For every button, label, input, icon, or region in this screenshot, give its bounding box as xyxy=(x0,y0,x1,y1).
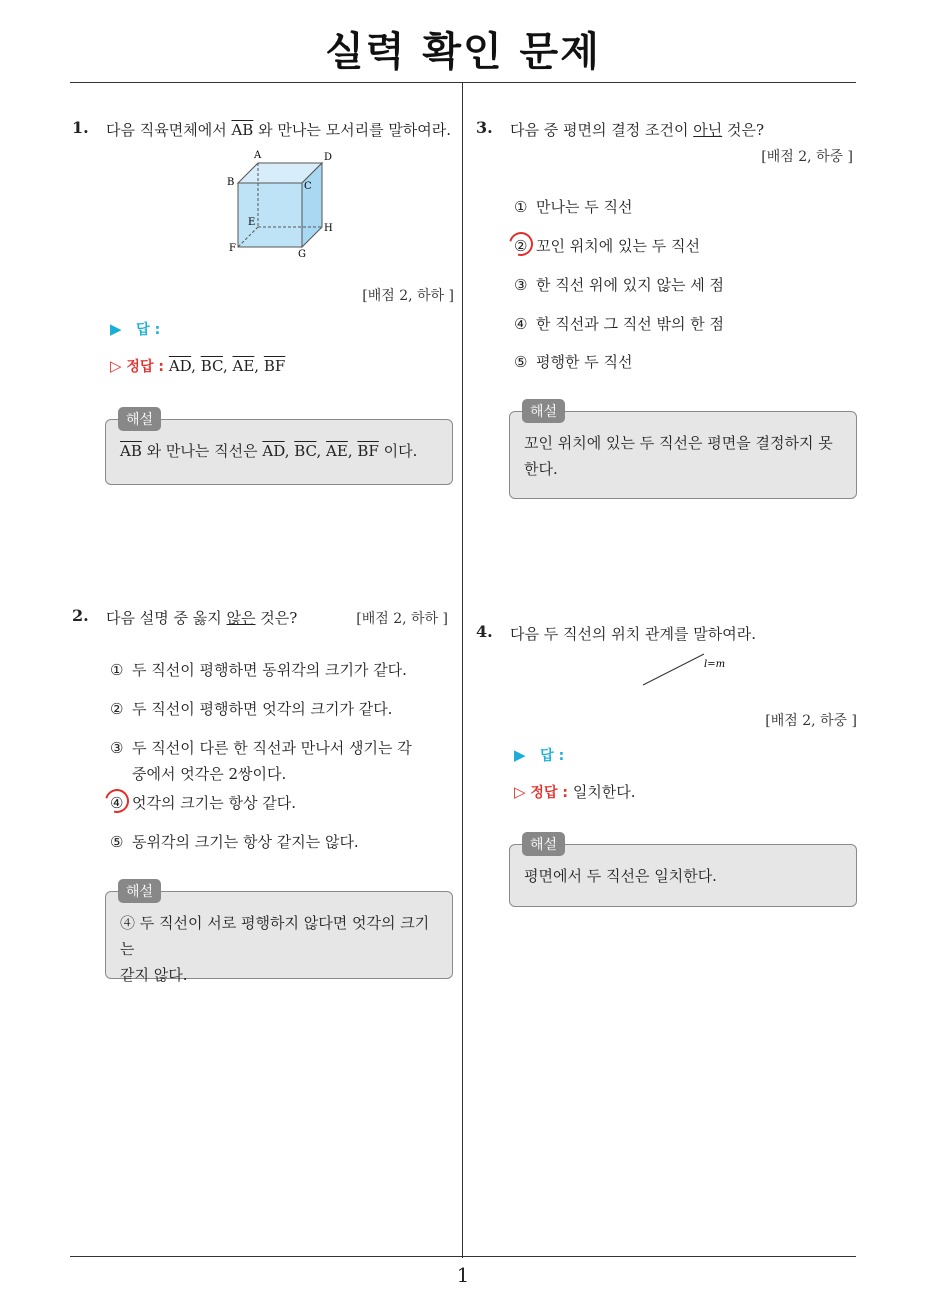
q4-answer-row: ▶ 답 : xyxy=(514,746,565,764)
vertex-b: B xyxy=(227,177,235,188)
answer-triangle-icon: ▶ xyxy=(514,746,526,764)
q3-question: 다음 중 평면의 결정 조건이 아닌 것은? xyxy=(510,121,765,139)
q2-choice-1[interactable]: ① 두 직선이 평행하면 동위각의 크기가 같다. xyxy=(110,661,407,679)
q3-choice-3[interactable]: ③ 한 직선 위에 있지 않는 세 점 xyxy=(514,276,724,294)
q2-explanation-tag: 해설 xyxy=(118,879,161,903)
q3-explanation-tag: 해설 xyxy=(522,399,565,423)
correct-triangle-icon: ▷ xyxy=(110,357,122,375)
vertex-g: G xyxy=(298,249,306,260)
q3-choice-2[interactable]: ② 꼬인 위치에 있는 두 직선 xyxy=(514,237,700,255)
q4-meta: [배점 2, 하중 ] xyxy=(765,713,857,729)
coincident-lines-figure xyxy=(640,650,730,690)
q4-explanation-tag: 해설 xyxy=(522,832,565,856)
correct-triangle-icon: ▷ xyxy=(514,783,526,801)
q2-number: 2. xyxy=(72,606,89,625)
q1-number: 1. xyxy=(72,118,89,137)
vertex-h: H xyxy=(324,223,333,234)
q2-choice-3-line2: 중에서 엇각은 2쌍이다. xyxy=(132,765,287,783)
header-rule xyxy=(70,82,856,83)
q4-correct-row: ▷ 정답 : 일치한다. xyxy=(514,783,636,801)
q2-choice-5[interactable]: ⑤ 동위각의 크기는 항상 같지는 않다. xyxy=(110,833,359,851)
q4-explanation-box: 평면에서 두 직선은 일치한다. xyxy=(509,844,857,907)
segment-ab: $\overline{AB}$ xyxy=(231,121,254,139)
q3-explanation-box: 꼬인 위치에 있는 두 직선은 평면을 결정하지 못 한다. xyxy=(509,411,857,499)
q4-question: 다음 두 직선의 위치 관계를 말하여라. xyxy=(510,625,756,643)
q2-choice-3[interactable]: ③ 두 직선이 다른 한 직선과 만나서 생기는 각 xyxy=(110,739,412,757)
q4-correct-value: 일치한다. xyxy=(572,783,636,801)
q4-line-label: l=m xyxy=(704,659,726,670)
answer-triangle-icon: ▶ xyxy=(110,320,122,338)
vertex-d: D xyxy=(324,152,333,163)
footer-rule xyxy=(70,1256,856,1257)
q2-explanation-box: ④ 두 직선이 서로 평행하지 않다면 엇각의 크기는 같지 않다. xyxy=(105,891,453,979)
column-divider xyxy=(462,83,463,1258)
q1-correct-value: $\overline{AD}$, $\overline{BC}$, $\overline{AE}$, $\overline{BF}$ xyxy=(168,357,286,375)
q2-choice-4[interactable]: ④ 엇각의 크기는 항상 같다. xyxy=(110,794,296,812)
vertex-c: C xyxy=(304,181,312,192)
vertex-f: F xyxy=(229,243,236,254)
q2-choice-2[interactable]: ② 두 직선이 평행하면 엇각의 크기가 같다. xyxy=(110,700,393,718)
q3-choice-5[interactable]: ⑤ 평행한 두 직선 xyxy=(514,353,633,371)
q4-number: 4. xyxy=(476,622,493,641)
q2-question: 다음 설명 중 옳지 않은 것은? xyxy=(106,609,298,627)
q1-explanation-box: $\overline{AB}$ 와 만나는 직선은 $\overline{AD}$, $\overline{BC}$, $\overline{AE}$, $\overline{BF}$ 이다. xyxy=(105,419,453,485)
q3-choice-4[interactable]: ④ 한 직선과 그 직선 밖의 한 점 xyxy=(514,315,724,333)
q3-number: 3. xyxy=(476,118,493,137)
q3-meta: [배점 2, 하중 ] xyxy=(761,149,853,165)
vertex-a: A xyxy=(254,150,262,161)
page-title: 실력 확인 문제 xyxy=(325,29,601,75)
q1-answer-row: ▶ 답 : xyxy=(110,320,161,338)
q1-meta: [배점 2, 하하 ] xyxy=(362,288,454,304)
q3-choice-1[interactable]: ① 만나는 두 직선 xyxy=(514,198,633,216)
page-number: 1 xyxy=(456,1263,470,1287)
vertex-e: E xyxy=(248,217,256,228)
cuboid-figure xyxy=(220,145,340,265)
q1-explanation-tag: 해설 xyxy=(118,407,161,431)
q1-correct-row: ▷ 정답 : $\overline{AD}$, $\overline{BC}$, $\overline{AE}$, $\overline{BF}$ xyxy=(110,357,286,375)
q2-meta: [배점 2, 하하 ] xyxy=(356,611,448,627)
q1-question: 다음 직육면체에서 $\overline{AB}$ 와 만나는 모서리를 말하여라. xyxy=(106,121,452,139)
